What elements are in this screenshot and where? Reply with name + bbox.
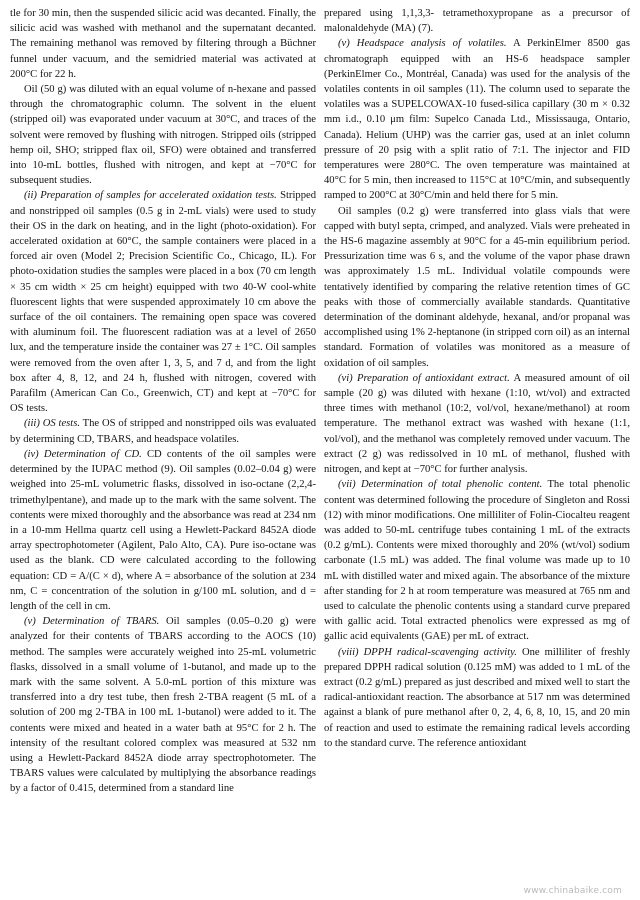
section-body: The OS of stripped and nonstripped oils was evaluated by determining CD, TBARS, and headspace volatiles. — [10, 418, 316, 445]
section-body: A PerkinElmer 8500 gas chromatograph equipped with an HS-6 headspace sampler (PerkinElmer Co., Montréal, Canada) was used for the analysis of the volatiles contents in oil samples (11). The column used to separate the volatiles was a SUPELCOWAX-10 fused-silica capillary (30 m × 0.32 mm i.d., 0.10 μm film: Supelco Canada Ltd., Mississauga, Ontario, Canada). Helium (UHP) was the carrier gas, used at an inlet column pressure of 20 psig with a split ratio of 7:1. The injector and FID temperatures were 280°C. The oven temperature was maintained at 40°C for 5 min, then increased to 115°C at 10°C/min, and subsequently ramped to 200°C at 30°C/min and held there for 5 min. — [324, 38, 630, 202]
right-column — [324, 6, 630, 900]
section-paragraph — [324, 36, 630, 203]
section-paragraph — [324, 645, 630, 751]
paragraph: prepared using 1,1,3,3- tetramethoxypropane as a precursor of malonaldehyde (MA) (7). — [324, 8, 630, 35]
section-heading: (vi) Preparation of antioxidant extract. — [338, 372, 510, 384]
section-heading: (iii) OS tests. — [24, 418, 80, 430]
section-heading: (vii) Determination of total phenolic content. — [338, 479, 543, 491]
section-body: One milliliter of freshly prepared DPPH radical solution (0.125 mM) was added to 1 mL of the extract (0.2 g/mL) prepared as just described and mixed well to start the radical-antioxidant reaction. The absorbance at 517 nm was determined against a blank of pure methanol after 0, 2, 4, 6, 8, 10, 15, and 20 min of reaction and used to estimate the remaining radical levels according to the standard curve. The reference antioxidant — [324, 646, 630, 749]
section-paragraph — [10, 188, 316, 416]
section-paragraph — [10, 416, 316, 446]
paragraph: tle for 30 min, then the suspended silicic acid was decanted. Finally, the silicic acid was washed with methanol and the supernatant decanted. The remaining methanol was removed by filtering through a Büchner funnel under vacuum, and the semidried material was activated at 200°C for 22 h. — [10, 8, 316, 80]
section-body: The total phenolic content was determined following the procedure of Singleton and Rossi (12) with minor modifications. One milliliter of Folin-Ciocalteu reagent was added to 50-mL centrifuge tubes containing 1 mL of the extracts (0.2 g/mL). Contents were mixed thoroughly and 20% (wt/vol) sodium carbonate (1.5 mL) was added. The final volume was made up to 10 mL with distilled water and mixed again. The absorbance of the mixture after standing for 2 h at room temperature was measured at 765 nm and used to calculate the phenolic contents using a standard curve prepared with gallic acid. Total extracted phenolics were expressed as mg of gallic acid equivalents (GAE) per mL of extract. — [324, 479, 630, 643]
section-paragraph — [324, 371, 630, 477]
section-paragraph — [10, 447, 316, 614]
section-heading: (v) Headspace analysis of volatiles. — [338, 38, 507, 50]
paragraph: Oil samples (0.2 g) were transferred into glass vials that were capped with butyl septa, crimped, and analyzed. Vials were preheated in the HS-6 magazine assembly at 90°C for a 45-min equilibrium period. Pressurization time was 6 s, and the volume of the vapor phase drawn was approximately 1.5 mL. Individual volatile compounds were tentatively identified by comparing the relative retention times of GC peaks with those of commercially available standards. Quantitative determination of the dominant aldehyde, hexanal, and/or propanal was accomplished using 1% 2-heptanone (in stripped corn oil) as an internal standard. Formation of volatiles was monitored as a measure of oxidation of oil samples. — [324, 205, 630, 369]
section-paragraph — [324, 477, 630, 644]
section-body: A measured amount of oil sample (20 g) was diluted with hexane (1:10, wt/vol) and extracted three times with methanol (10:2, vol/vol, hexane/methanol) at room temperature. The methanol extract was washed with hexane (1:1, vol/vol), and the methanol was completely removed under vacuum. The extract (2 g) was redissolved in 10 mL of methanol, flushed with nitrogen, and kept at −70°C for further analysis. — [324, 372, 630, 476]
watermark: www.chinabaike.com — [523, 886, 622, 896]
section-heading: (viii) DPPH radical-scavenging activity. — [338, 646, 517, 658]
left-column — [10, 6, 316, 900]
section-heading: (v) Determination of TBARS. — [24, 616, 160, 628]
section-body: Stripped and nonstripped oil samples (0.5 g in 2-mL vials) were used to study their OS in the dark on heating, and in the light (photo-oxidation). For accelerated oxidation at 60°C, the sample containers were placed in a forced air oven (Model 2; Precision Scientific Co., Chicago, IL). For photo-oxidation studies the samples were placed in a box (70 cm length × 35 cm width × 25 cm height) equipped with two 40-W cool-white fluorescent lights that were suspended approximately 10 cm above the surface of the oil containers. The remaining open space was covered with aluminum foil. The fluorescent radiation was at a level of 2650 lux, and the temperature inside the container was 27 ± 1°C. Oil samples were removed from the oven after 1, 3, 5, and 7 d, and from the light box after 4, 8, 12, and 24 h, flushed with nitrogen, covered with Parafilm (American Can Co., Greenwich, CT) and kept at −70°C for OS tests. — [10, 190, 316, 415]
section-body: Oil samples (0.05–0.20 g) were analyzed for their contents of TBARS according to the AOCS (10) method. The samples were accurately weighed into 25-mL volumetric flasks, dissolved in a small volume of 1-butanol, and made up to the mark with the same solvent. A 5.0-mL portion of this mixture was transferred into a dry test tube, then fresh 2-TBA reagent (5 mL of a solution of 200 mg 2-TBA in 100 mL 1-butanol) were added to it. The contents were mixed and heated in a water bath at 95°C for 2 h. The intensity of the resultant colored complex was measured at 532 nm using a Hewlett-Packard 8452A diode array spectrophotometer. The TBARS values were calculated by multiplying the absorbance readings by a factor of 0.415, determined from a standard line — [10, 616, 316, 795]
section-heading: (ii) Preparation of samples for accelerated oxidation tests. — [24, 190, 277, 202]
section-paragraph — [10, 614, 316, 796]
section-body: CD contents of the oil samples were determined by the IUPAC method (9). Oil samples (0.02–0.04 g) were weighed into 25-mL volumetric flasks, dissolved in iso-octane (2,2,4-trimethylpentane), and made up to the mark with the same solvent. The contents were mixed thoroughly and the absorbance was read at 234 nm in a 10-mm Hellma quartz cell using a Hewlett-Packard 8452A diode array spectrophotometer (Agilent, Palo Alto, CA). Pure iso-octane was used as the blank. CD were calculated according to the following equation: CD = A/(C × d), where A = absorbance of the solution at 234 nm, C = concentration of the solution in g/100 mL solution, and d = length of the cell in cm. — [10, 448, 316, 612]
paragraph: Oil (50 g) was diluted with an equal volume of n-hexane and passed through the chromatographic column. The solvent in the eluent (stripped oil) was evaporated under vacuum at 30°C, and traces of the solvent were removed by flushing with nitrogen. Stripped oils (stripped hemp oil, SHO; stripped flax oil, SFO) were obtained and transferred into 10-mL bottles, flushed with nitrogen, and kept at −70°C for subsequent studies. — [10, 84, 316, 187]
section-heading: (iv) Determination of CD. — [24, 448, 142, 460]
